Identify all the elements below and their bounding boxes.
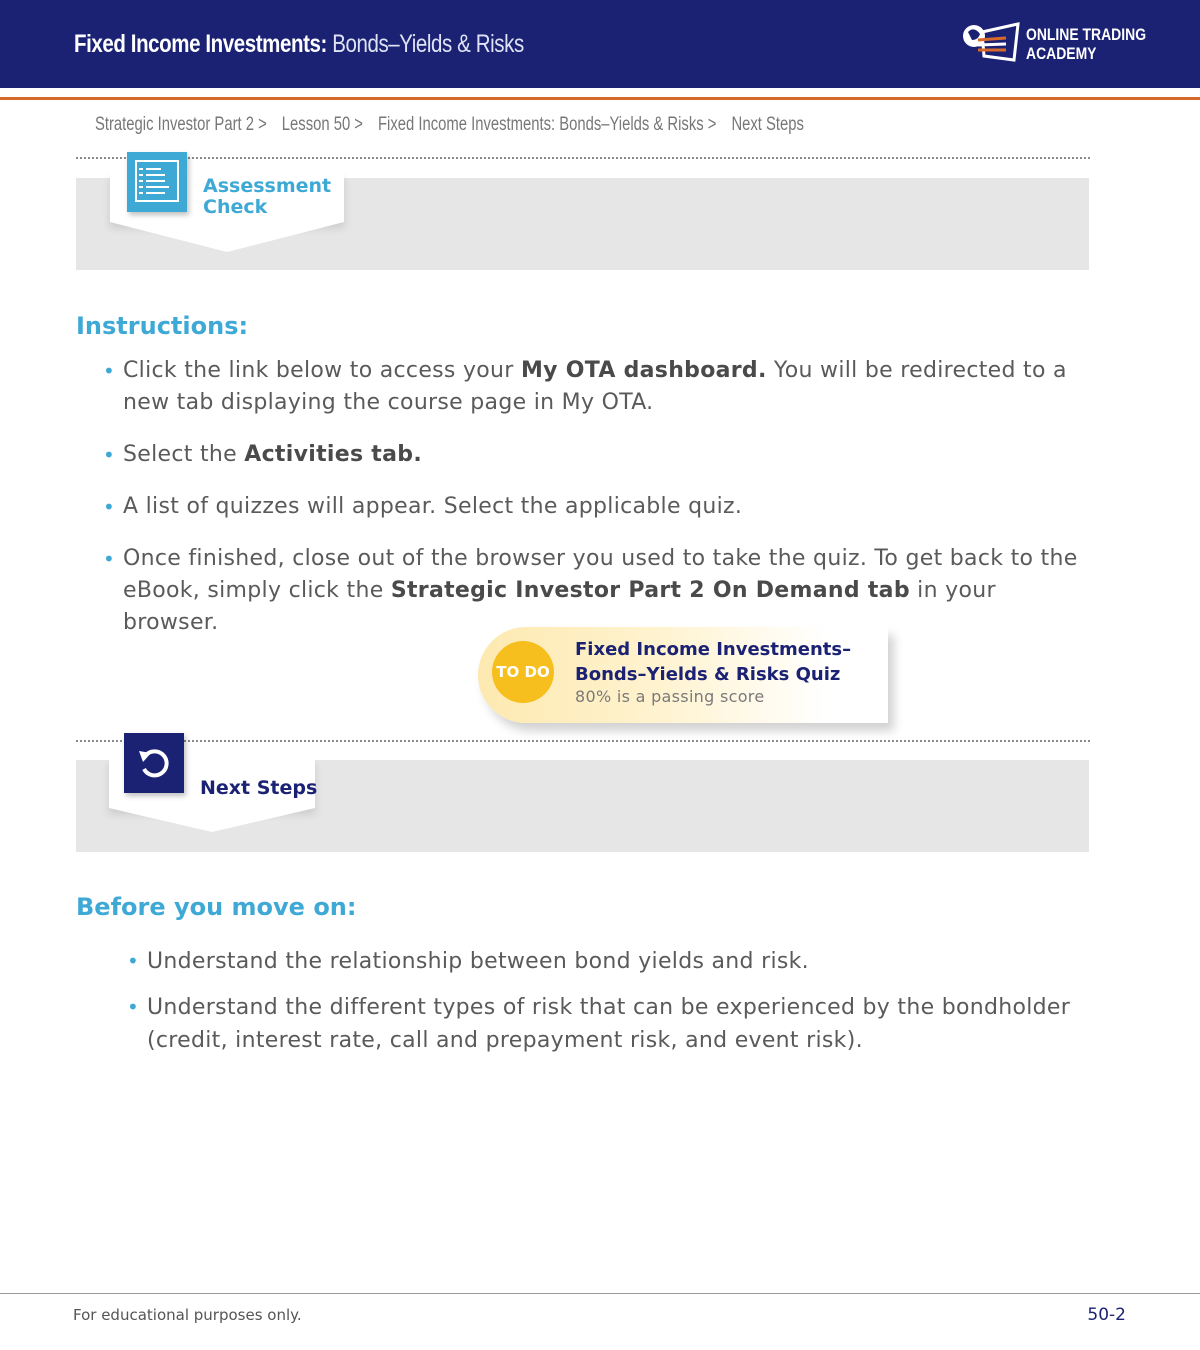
list-item [103,543,1083,639]
list-item [103,491,1083,523]
assessment-label-line-2: Check [203,196,268,218]
item-text: A list of quizzes will appear. Select the applicable quiz. [123,494,743,519]
item-text: Understand the relationship between bond yields and risk. [147,949,809,974]
instructions-list [103,355,1083,639]
list-item [127,945,1077,978]
item-text: Select the [123,442,245,467]
passing-score-text: 80% is a passing score [575,687,765,706]
next-steps-label: Next Steps [200,777,318,799]
breadcrumb [95,114,815,138]
quiz-title[interactable]: Fixed Income Investments–Bonds–Yields & Risks Quiz [575,639,852,685]
breadcrumb-item[interactable]: Fixed Income Investments: Bonds–Yields & Risks > [378,114,717,135]
bullet-icon: • [103,547,116,571]
assessment-tag-point [110,222,344,252]
bullet-icon: • [103,443,116,467]
page-header [0,0,1200,88]
checklist-icon [127,152,187,212]
logo-emblem-icon [960,20,1022,66]
item-text: Understand the different types of risk that can be experienced by the bondholder (credit, interest rate, call and prepayment risk, and event risk). [147,995,1071,1053]
header-rule [0,97,1200,100]
section-divider [76,157,1090,159]
academy-logo [960,20,1147,68]
footer-disclaimer: For educational purposes only. [73,1306,302,1324]
logo-line-2: ACADEMY [1026,44,1097,63]
quiz-link-card[interactable] [478,627,888,723]
item-emphasis: Activities tab. [244,442,422,467]
title-light: Bonds–Yields & Risks [332,30,524,58]
list-item [127,991,1077,1057]
bullet-icon: • [103,495,116,519]
next-steps-list [127,945,1077,1057]
title-bold: Fixed Income Investments: [74,30,327,58]
section-divider [76,740,1090,742]
assessment-label [203,176,331,218]
item-emphasis: Strategic Investor Part 2 On Demand tab [390,578,910,603]
document-title [74,30,524,59]
footer-rule [0,1293,1200,1294]
item-emphasis[interactable]: My OTA dashboard. [520,358,767,383]
item-text: You will be redirected to a new tab displaying the course page in My OTA. [123,358,1067,415]
before-you-move-on-heading: Before you move on: [76,893,357,921]
item-text: Once finished, close out of the browser you used to take the quiz. To get back to the eBook, simply click the [123,546,1078,603]
item-text: Click the link below to access your [123,358,521,383]
todo-badge: TO DO [492,641,554,703]
bullet-icon: • [103,359,116,383]
item-text: in your browser. [123,578,996,635]
bullet-icon: • [127,949,140,973]
breadcrumb-item[interactable]: Strategic Investor Part 2 > [95,114,267,135]
instructions-heading: Instructions: [76,312,249,340]
bullet-icon: • [127,995,140,1019]
next-steps-tag-point [109,808,315,832]
breadcrumb-item[interactable]: Lesson 50 > [281,114,363,135]
refresh-icon [124,733,184,793]
logo-text [1026,25,1146,63]
logo-line-1: ONLINE TRADING [1026,25,1147,44]
list-item [103,355,1083,419]
breadcrumb-item: Next Steps [731,114,804,135]
page-number: 50-2 [1087,1305,1126,1325]
assessment-label-line-1: Assessment [203,175,332,197]
list-item [103,439,1083,471]
